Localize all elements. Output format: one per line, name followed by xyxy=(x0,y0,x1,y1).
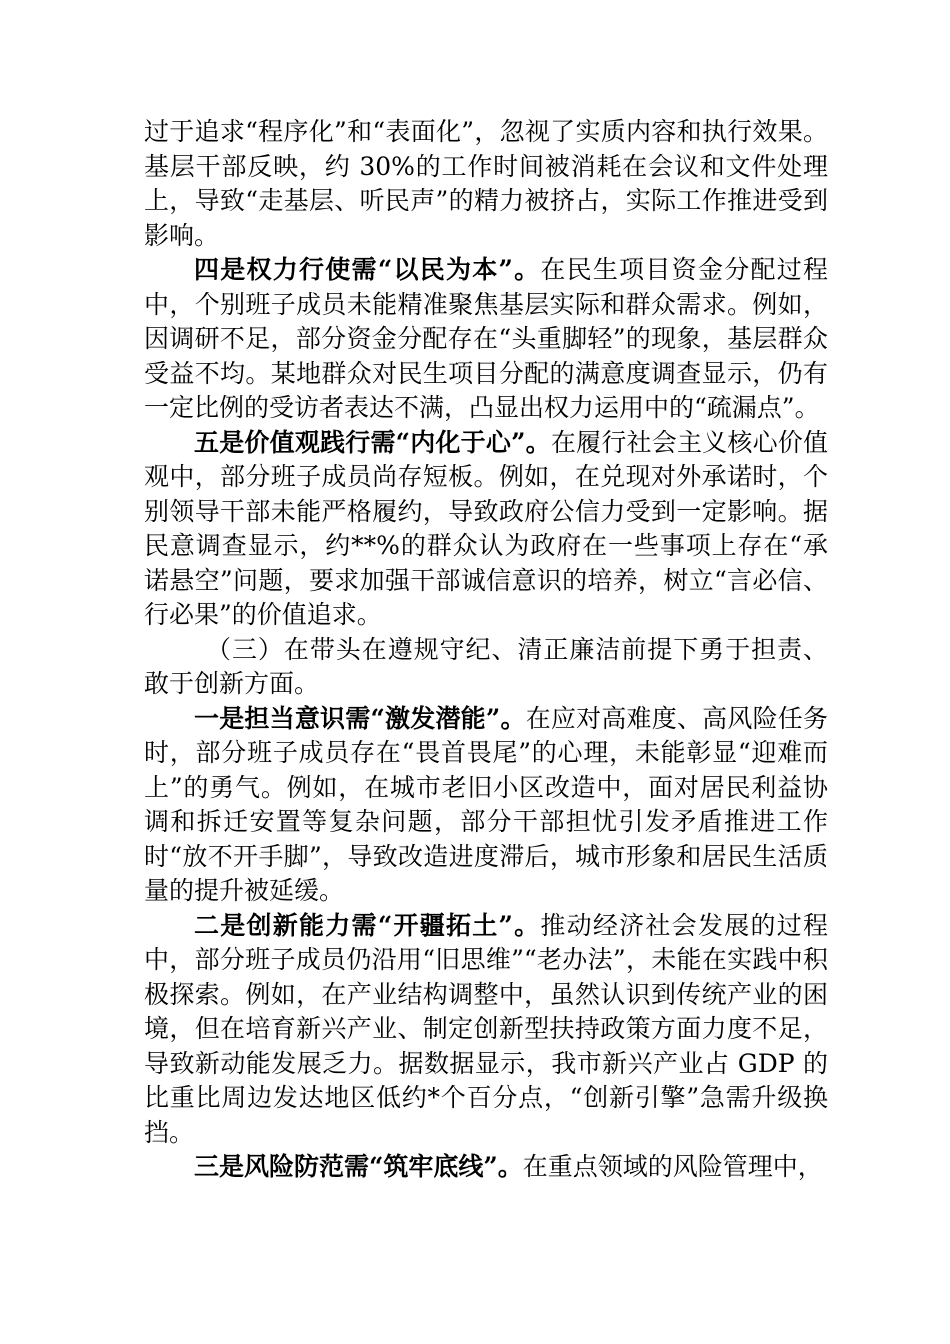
section-heading-text: （三）在带头在遵规守纪、清正廉洁前提下勇于担责、敢于创新方面。 xyxy=(144,634,828,698)
paragraph-text: 过于追求“程序化”和“表面化”，忽视了实质内容和执行效果。基层干部反映，约 30%的工作时间被消耗在会议和文件处理上，导致“走基层、听民声”的精力被挤占，实际工作推进受到影响。 xyxy=(144,117,828,250)
paragraph-lead: 四是权力行使需“以民为本”。 xyxy=(194,255,541,284)
paragraph-point-four xyxy=(144,253,828,426)
paragraph-lead: 二是创新能力需“开疆拓土”。 xyxy=(194,910,541,940)
paragraph-continuation xyxy=(144,115,828,253)
section-heading-three xyxy=(144,633,828,702)
paragraph-text: 在民生项目资金分配过程中，个别班子成员未能精准聚焦基层实际和群众需求。例如，因调研不足，部分资金分配存在“头重脚轻”的现象，基层群众受益不均。某地群众对民生项目分配的满意度调查显示，仍有一定比例的受访者表达不满，凸显出权力运用中的“疏漏点”。 xyxy=(144,255,828,422)
paragraph-text: 在履行社会主义核心价值观中，部分班子成员尚存短板。例如，在兑现对外承诺时，个别领导干部未能严格履约，导致政府公信力受到一定影响。据民意调查显示，约**%的群众认为政府在一些事项上存在“承诺悬空”问题，要求加强干部诚信意识的培养，树立“言必信、行必果”的价值追求。 xyxy=(144,427,828,629)
paragraph-text: 推动经济社会发展的过程中，部分班子成员仍沿用“旧思维”“老办法”，未能在实践中积极探索。例如，在产业结构调整中，虽然认识到传统产业的困境，但在培育新兴产业、制定创新型扶持政策方面力度不足，导致新动能发展乏力。据数据显示，我市新兴产业占 GDP 的比重比周边发达地区低约*个百分点，“创新引擎”急需升级换挡。 xyxy=(144,910,828,1147)
document-page xyxy=(144,115,828,1185)
paragraph-point-three xyxy=(144,1150,828,1185)
paragraph-text: 在应对高难度、高风险任务时，部分班子成员存在“畏首畏尾”的心理，未能彰显“迎难而上”的勇气。例如，在城市老旧小区改造中，面对居民利益协调和拆迁安置等复杂问题，部分干部担忧引发矛盾推进工作时“放不开手脚”，导致改造进度滞后，城市形象和居民生活质量的提升被延缓。 xyxy=(144,703,828,905)
paragraph-point-five xyxy=(144,426,828,633)
paragraph-lead: 五是价值观践行需“内化于心”。 xyxy=(194,427,551,457)
paragraph-point-two xyxy=(144,909,828,1151)
paragraph-lead: 一是担当意识需“激发潜能”。 xyxy=(194,703,526,733)
paragraph-text: 在重点领域的风险管理中， xyxy=(522,1152,823,1181)
paragraph-point-one xyxy=(144,702,828,909)
paragraph-lead: 三是风险防范需“筑牢底线”。 xyxy=(194,1152,523,1181)
